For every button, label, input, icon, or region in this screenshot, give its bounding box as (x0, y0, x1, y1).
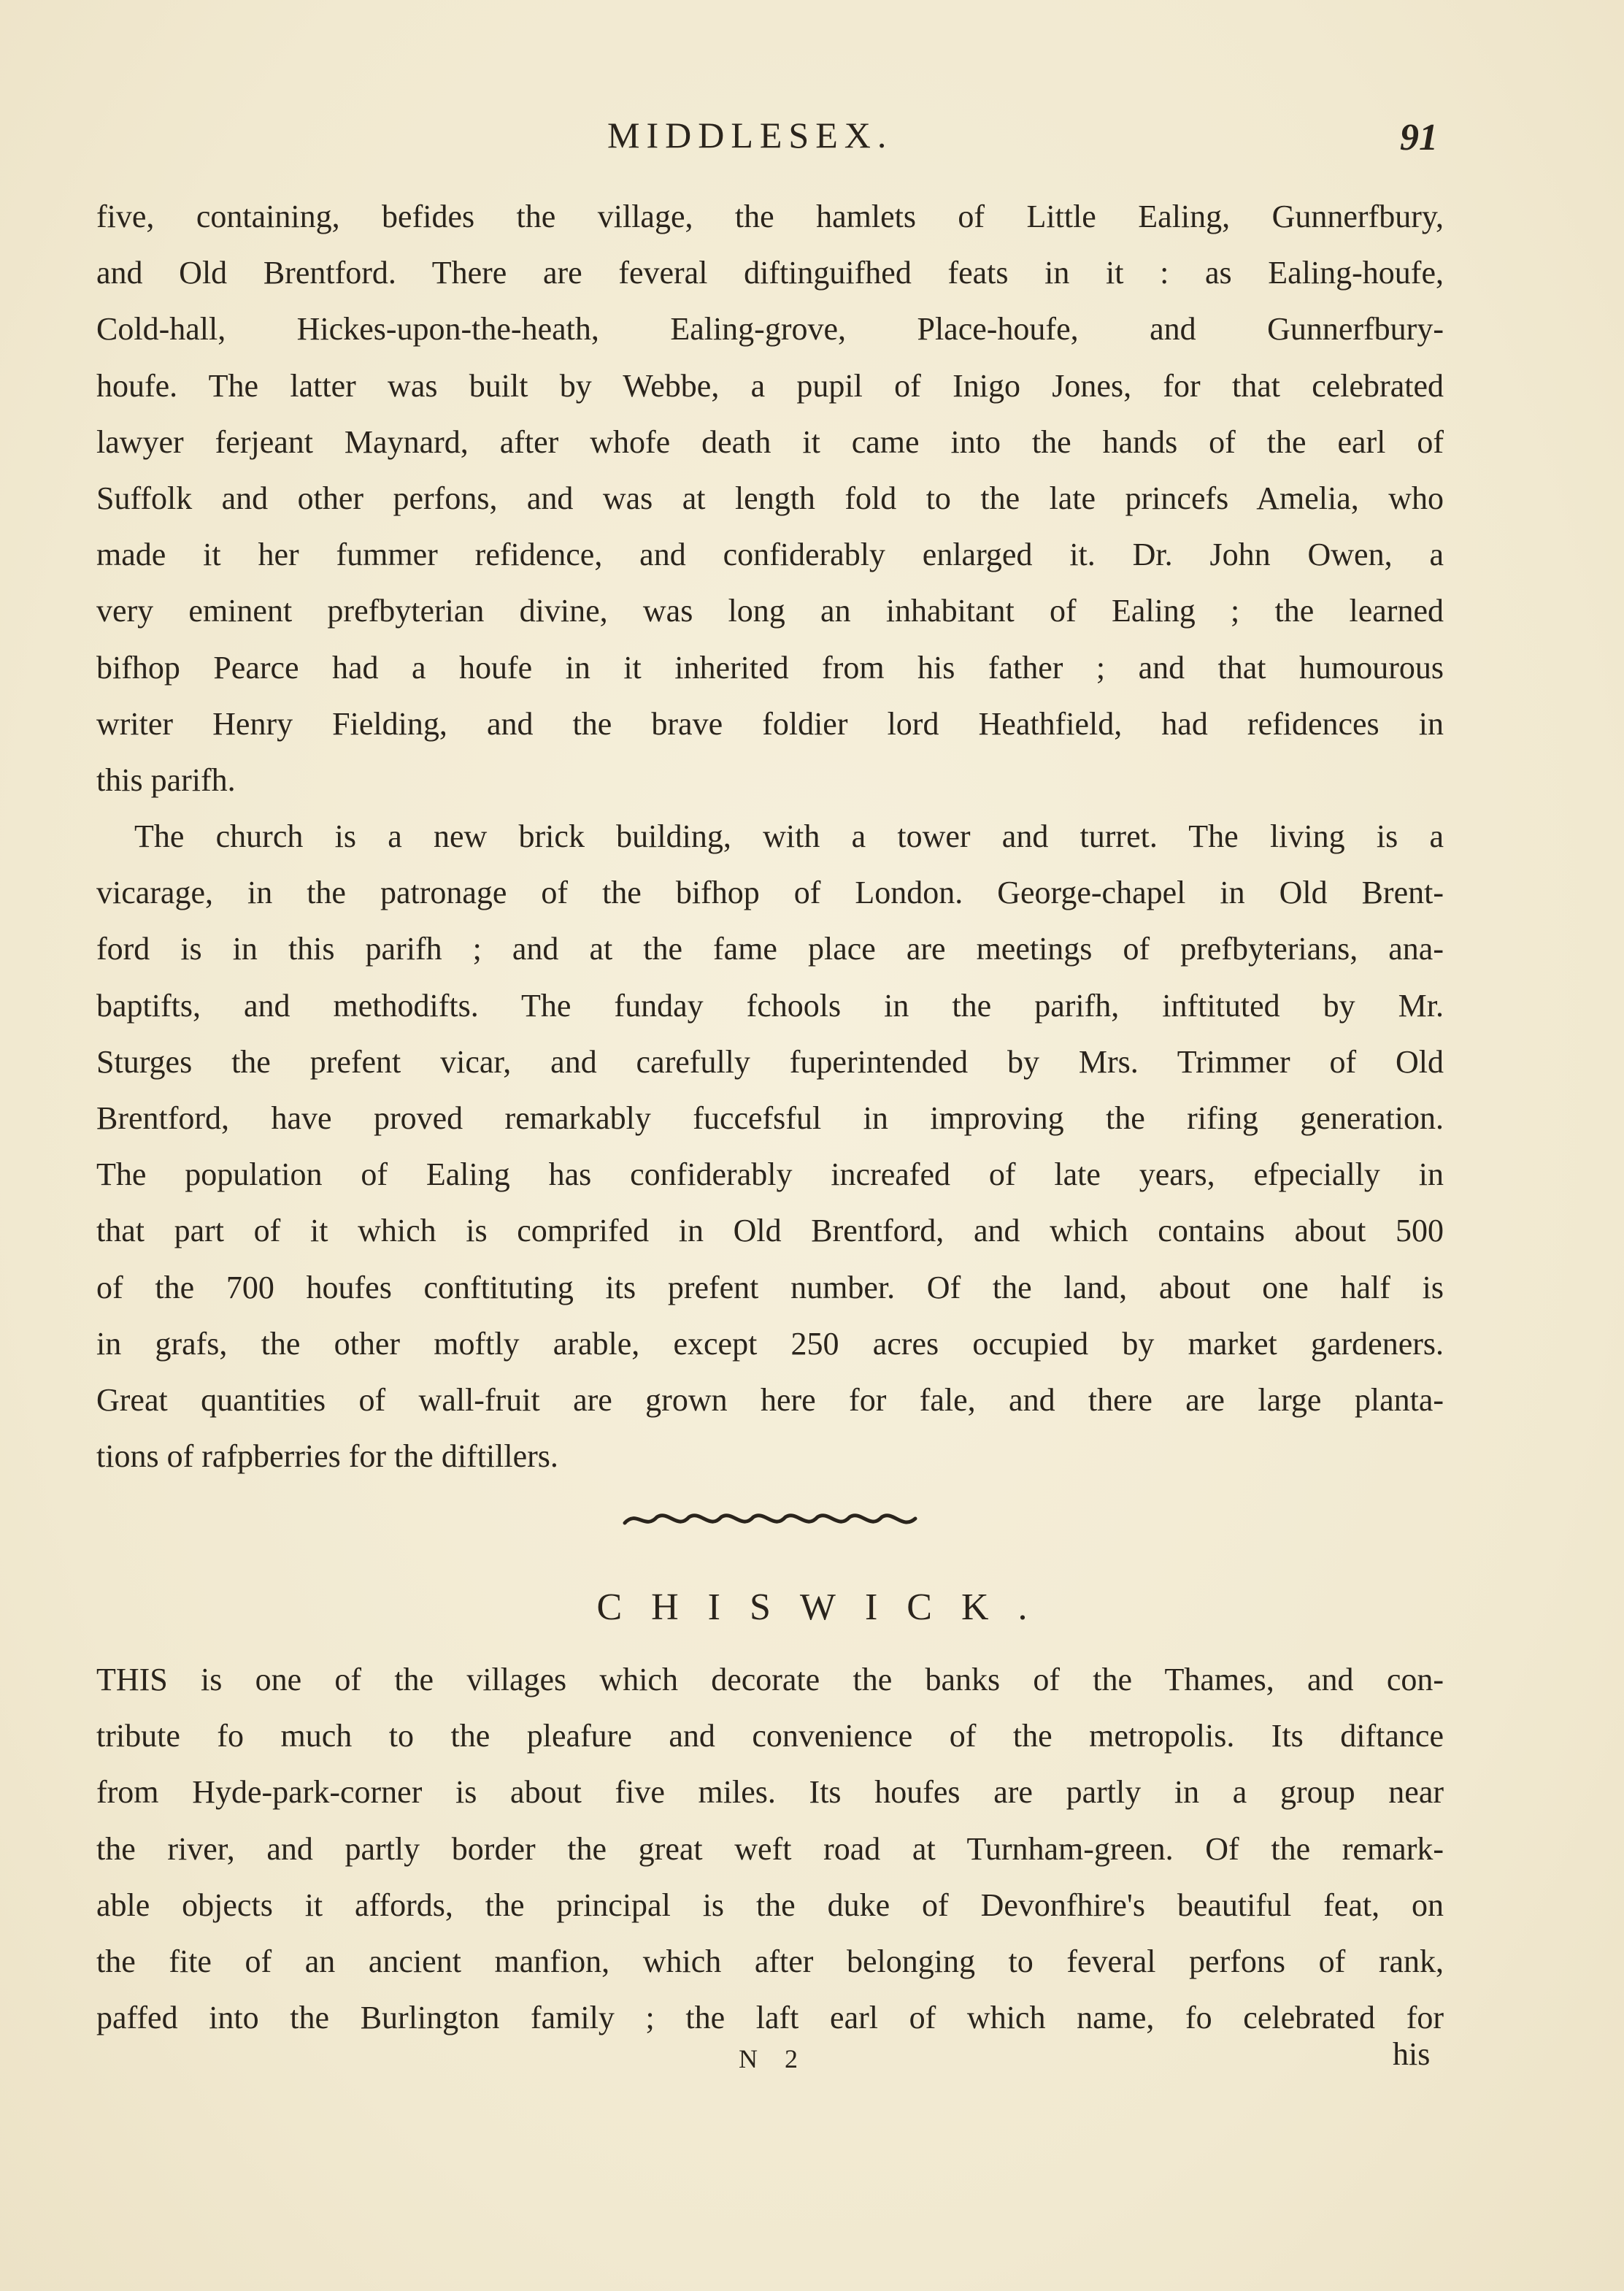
text-line: lawyer ferjeant Maynard, after whofe death it came into the hands of the earl of (96, 423, 1444, 460)
text-line: Brentford, have proved remarkably fuccefsful in improving the rifing generation. (96, 1100, 1444, 1136)
running-head (0, 110, 1624, 161)
text-line: able objects it affords, the principal is the duke of Devonfhire's beautiful feat, on (96, 1887, 1444, 1923)
catchword: his (1393, 2036, 1431, 2072)
text-line: tions of rafpberries for the diftillers. (96, 1438, 558, 1475)
ornament-rule (620, 1505, 920, 1535)
text-line: the river, and partly border the great weft road at Turnham-green. Of the remark- (96, 1830, 1444, 1867)
text-line: THIS is one of the villages which decorate the banks of the Thames, and con- (96, 1662, 1444, 1697)
page-number: 91 (1400, 117, 1438, 158)
text-line: ford is in this parifh ; and at the fame place are meetings of prefbyterians, ana- (96, 931, 1444, 967)
text-line: houfe. The latter was built by Webbe, a pupil of Inigo Jones, for that celebrated (96, 367, 1444, 404)
text-line: Cold-hall, Hickes-upon-the-heath, Ealing-grove, Place-houfe, and Gunnerfbury- (96, 311, 1444, 348)
text-line: paffed into the Burlington family ; the laft earl of which name, fo celebrated for (96, 2000, 1444, 2036)
chiswick-text (96, 1651, 1444, 2046)
signature-mark: N 2 (739, 2044, 808, 2073)
text-line: writer Henry Fielding, and the brave foldier lord Heathfield, had refidences in (96, 705, 1444, 742)
text-line: Great quantities of wall-fruit are grown here for fale, and there are large planta- (96, 1381, 1444, 1418)
text-line: in grafs, the other moftly arable, except 250 acres occupied by market gardeners. (96, 1325, 1444, 1362)
section-heading-chiswick: CHISWICK. (596, 1586, 1057, 1628)
text-line: that part of it which is comprifed in Old Brentford, and which contains about 500 (96, 1213, 1444, 1249)
text-line: baptifts, and methodifts. The funday fchools in the parifh, inftituted by Mr. (96, 987, 1444, 1024)
text-line: Sturges the prefent vicar, and carefully fuperintended by Mrs. Trimmer of Old (96, 1043, 1444, 1080)
text-line: bifhop Pearce had a houfe in it inherited from his father ; and that humourous (96, 649, 1444, 686)
text-line: tribute fo much to the pleafure and convenience of the metropolis. Its diftance (96, 1718, 1444, 1754)
text-line: very eminent prefbyterian divine, was long an inhabitant of Ealing ; the learned (96, 593, 1444, 629)
text-line: of the 700 houfes conftituting its prefent number. Of the land, about one half is (96, 1269, 1444, 1305)
text-line: from Hyde-park-corner is about five miles. Its houfes are partly in a group near (96, 1774, 1444, 1811)
text-line: this parifh. (96, 761, 236, 798)
text-line: made it her fummer refidence, and confiderably enlarged it. Dr. John Owen, a (96, 537, 1444, 573)
text-line: five, containing, befides the village, the hamlets of Little Ealing, Gunnerfbury, (96, 199, 1444, 234)
main-text (96, 188, 1444, 1484)
text-line: the fite of an ancient manfion, which after belonging to feveral perfons of rank, (96, 1943, 1444, 1979)
running-title: MIDDLESEX. (607, 115, 893, 156)
text-line: Suffolk and other perfons, and was at length fold to the late princefs Amelia, who (96, 480, 1444, 516)
text-line: The population of Ealing has confiderably increafed of late years, efpecially in (96, 1156, 1444, 1193)
text-line: and Old Brentford. There are feveral diftinguifhed feats in it : as Ealing-houfe, (96, 255, 1444, 291)
text-line: vicarage, in the patronage of the bifhop of London. George-chapel in Old Brent- (96, 875, 1444, 911)
text-line: The church is a new brick building, with a tower and turret. The living is a (134, 818, 1444, 855)
